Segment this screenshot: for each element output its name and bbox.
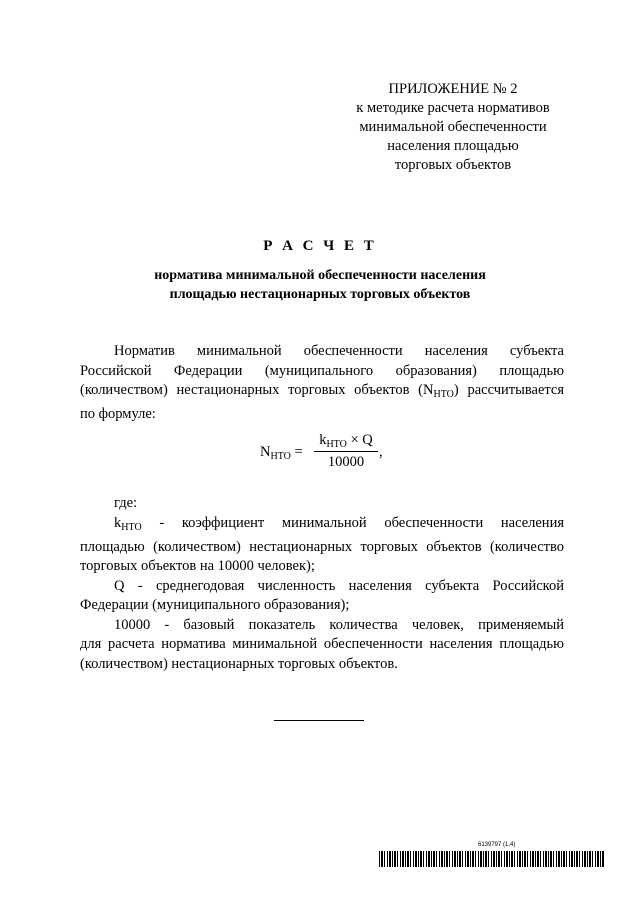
- appendix-line: торговых объектов: [394, 157, 512, 173]
- appendix-line: ПРИЛОЖЕНИЕ № 2: [388, 81, 518, 97]
- document-subtitle: [0, 266, 640, 304]
- definitions: [80, 514, 564, 674]
- separator-line: [274, 720, 364, 721]
- formula-numerator: $k_{НТО} \times Q$: [314, 432, 378, 452]
- definition-line: торговых объектов на 10000 человек);: [80, 558, 315, 574]
- formula-lhs: $N_{НТО}$ =: [260, 444, 303, 462]
- document-stamp: 6139797 (1.4): [478, 842, 516, 848]
- appendix-header: [300, 80, 606, 175]
- formula-denominator: 10000: [327, 454, 365, 470]
- intro-line: Российской Федерации (муниципального образования) площадью: [80, 362, 564, 379]
- definition-line: Федерации (муниципального образования);: [80, 597, 350, 613]
- document-title: Р А С Ч Е Т: [263, 238, 377, 254]
- intro-line: по формуле:: [80, 405, 156, 422]
- intro-line: (количеством) нестационарных торговых объектов $(N_{НТО})$ рассчитывается: [80, 382, 564, 400]
- definition-line: для расчета норматива минимальной обеспеченности населения площадью: [80, 636, 564, 652]
- appendix-line: к методике расчета нормативов: [356, 100, 550, 116]
- where-label: где:: [114, 495, 138, 511]
- intro-line: Норматив минимальной обеспеченности населения субъекта: [114, 343, 564, 359]
- formula-fraction: [314, 432, 378, 471]
- appendix-line: минимальной обеспеченности: [359, 119, 547, 135]
- formula-comma: ,: [379, 444, 383, 460]
- definition-line: (количеством) нестационарных торговых объектов.: [80, 655, 398, 672]
- definition-line: площадью (количеством) нестационарных торговых объектов (количество: [80, 538, 564, 555]
- definition-q: Q - среднегодовая численность населения субъекта Российской: [114, 577, 564, 594]
- barcode-icon: [379, 851, 605, 867]
- definition-k: $k_{НТО}$ - коэффициент минимальной обеспеченности населения: [114, 515, 564, 533]
- definition-base: 10000 - базовый показатель количества человек, применяемый: [114, 616, 564, 633]
- subtitle-line: норматива минимальной обеспеченности населения: [154, 268, 486, 283]
- subtitle-line: площадью нестационарных торговых объектов: [169, 287, 471, 302]
- subscript: НТО: [433, 389, 454, 400]
- appendix-line: населения площадью: [387, 138, 519, 154]
- intro-paragraph: [80, 342, 564, 424]
